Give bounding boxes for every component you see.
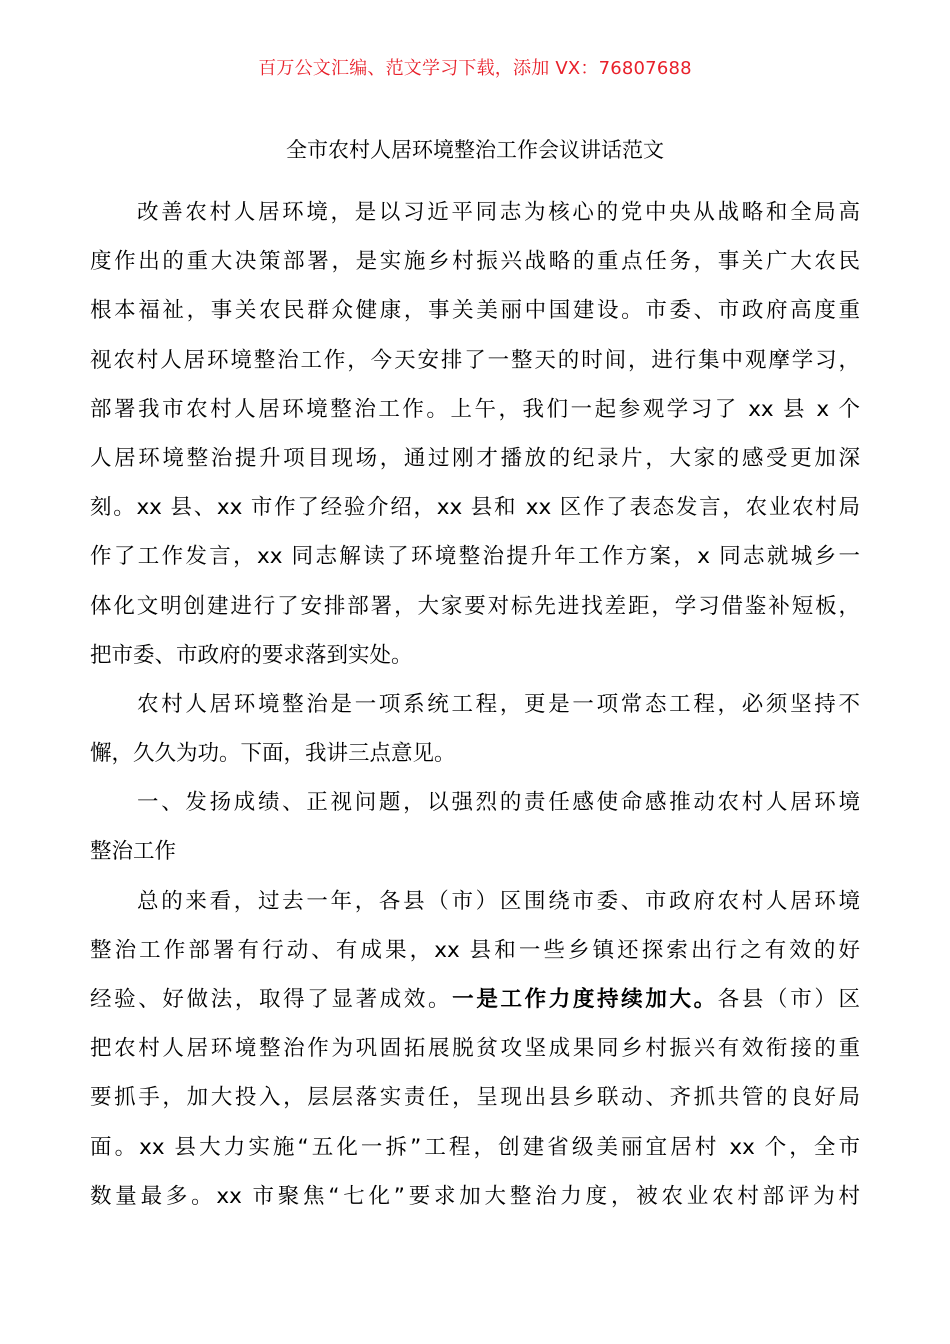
body-line: 把市委、市政府的要求落到实处。 bbox=[90, 642, 413, 668]
body-line: 改善农村人居环境，是以习近平同志为核心的党中央从战略和全局高 bbox=[137, 200, 860, 225]
document-title: 全市农村人居环境整治工作会议讲话范文 bbox=[286, 138, 664, 162]
body-line: 农村人居环境整治是一项系统工程，更是一项常态工程，必须坚持不 bbox=[137, 691, 860, 717]
body-line: 视农村人居环境整治工作，今天安排了一整天的时间，进行集中观摩学习， bbox=[90, 347, 860, 373]
body-line: 整治工作部署有行动、有成果，xx 县和一些乡镇还探索出行之有效的好 bbox=[90, 937, 860, 963]
body-line: 部署我市农村人居环境整治工作。上午，我们一起参观学习了 xx 县 x 个 bbox=[90, 396, 860, 422]
watermark-header: 百万公文汇编、范文学习下载，添加 VX：76807688 bbox=[258, 58, 692, 79]
body-text-span: 经验、好做法，取得了显著成效。 bbox=[90, 987, 453, 1012]
body-line: 人居环境整治提升项目现场，通过刚才播放的纪录片，大家的感受更加深 bbox=[90, 445, 860, 471]
body-text-span: 各县（市）区 bbox=[717, 987, 860, 1012]
body-line-mixed bbox=[90, 975, 860, 1024]
body-line: 数量最多。xx 市聚焦“七化”要求加大整治力度，被农业农村部评为村 bbox=[90, 1183, 860, 1209]
body-line: 总的来看，过去一年，各县（市）区围绕市委、市政府农村人居环境 bbox=[137, 888, 860, 914]
body-line: 体化文明创建进行了安排部署，大家要对标先进找差距，学习借鉴补短板， bbox=[90, 593, 860, 619]
body-line: 把农村人居环境整治作为巩固拓展脱贫攻坚成果同乡村振兴有效衔接的重 bbox=[90, 1036, 860, 1062]
body-line: 度作出的重大决策部署，是实施乡村振兴战略的重点任务，事关广大农民 bbox=[90, 249, 860, 275]
section-heading-line: 整治工作 bbox=[90, 839, 177, 865]
section-heading-line: 一、发扬成绩、正视问题，以强烈的责任感使命感推动农村人居环境 bbox=[137, 790, 860, 816]
body-line: 面。xx 县大力实施“五化一拆”工程，创建省级美丽宜居村 xx 个，全市 bbox=[90, 1134, 860, 1160]
body-line: 作了工作发言，xx 同志解读了环境整治提升年工作方案，x 同志就城乡一 bbox=[90, 544, 860, 570]
document-body bbox=[90, 188, 860, 1221]
bold-emphasis: 一是工作力度持续加大。 bbox=[452, 987, 718, 1012]
body-line: 刻。xx 县、xx 市作了经验介绍，xx 县和 xx 区作了表态发言，农业农村局 bbox=[90, 495, 860, 521]
body-line: 懈，久久为功。下面，我讲三点意见。 bbox=[90, 741, 456, 767]
body-line: 要抓手，加大投入，层层落实责任，呈现出县乡联动、齐抓共管的良好局 bbox=[90, 1085, 860, 1111]
body-line: 根本福祉，事关农民群众健康，事关美丽中国建设。市委、市政府高度重 bbox=[90, 298, 860, 324]
